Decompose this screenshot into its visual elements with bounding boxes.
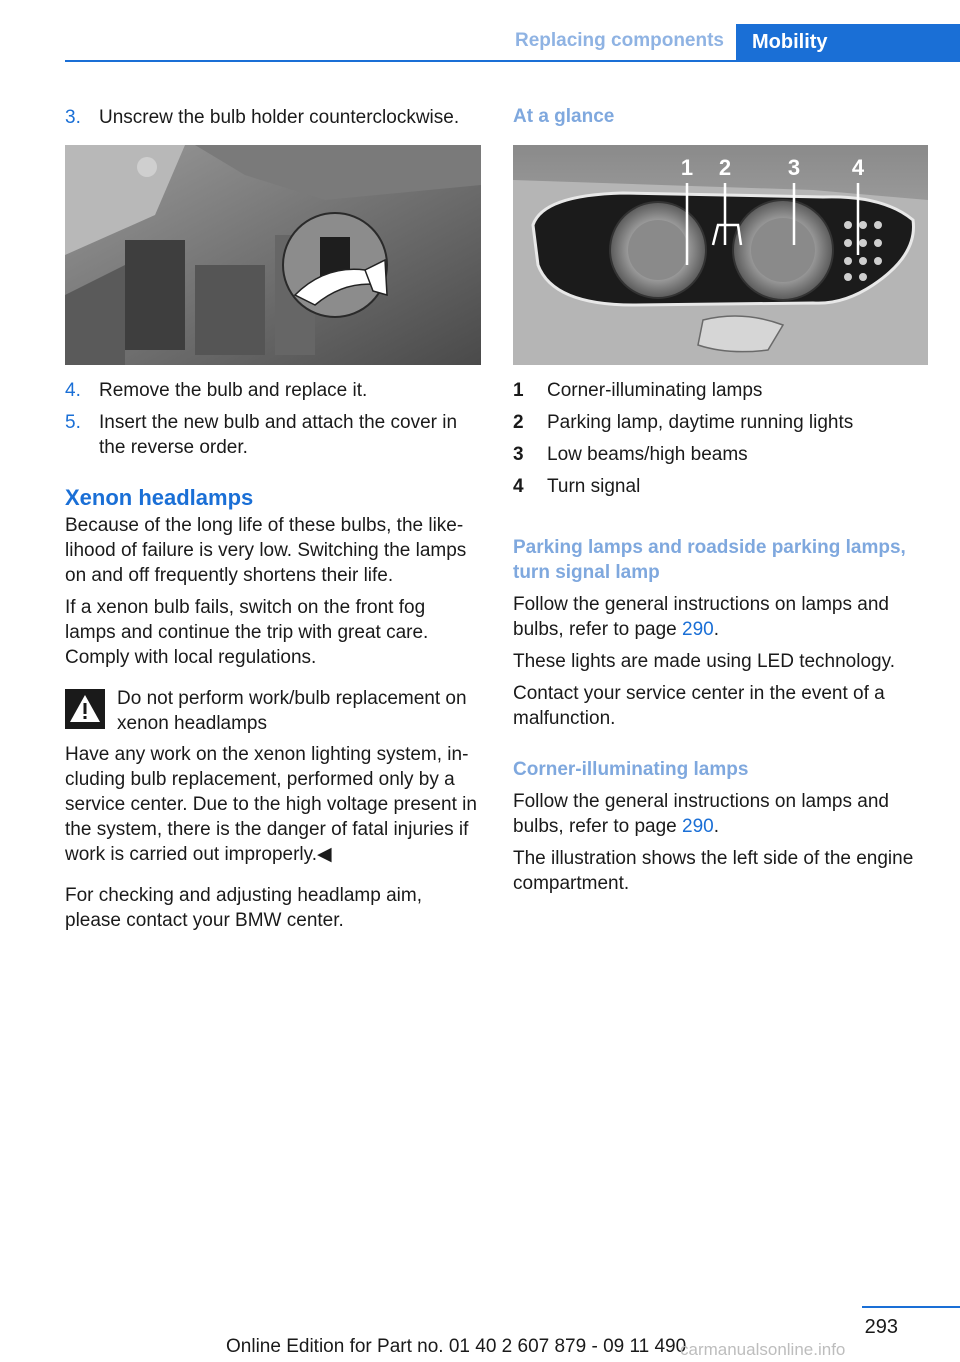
glance-heading: At a glance xyxy=(513,106,615,127)
headlamp-illustration xyxy=(513,145,928,365)
aim-note xyxy=(65,883,481,933)
legend-item xyxy=(513,442,929,467)
legend-item xyxy=(513,378,929,403)
corner-heading: Corner-illuminating lamps xyxy=(513,759,749,780)
warning-block xyxy=(65,686,481,867)
step-text: Insert the new bulb and attach the cover in the reverse order. xyxy=(99,412,458,458)
step-text: Remove the bulb and replace it. xyxy=(99,380,368,401)
parking-paragraph-1 xyxy=(513,592,929,642)
footer-rule xyxy=(862,1306,960,1308)
legend-text: Corner-illuminating lamps xyxy=(547,380,763,401)
legend-number: 4 xyxy=(513,476,524,497)
step-3 xyxy=(65,105,481,130)
xenon-section xyxy=(65,484,481,670)
callout-3: 3 xyxy=(787,155,801,180)
header-chapter-tab: Mobility xyxy=(736,24,960,62)
aim-paragraph: For checking and adjusting headlamp aim, please contact your BMW center. xyxy=(65,885,422,931)
callout-1: 1 xyxy=(680,155,694,180)
xenon-paragraph-1: Because of the long life of these bulbs, the like-lihood of failure is very low. Switching the lamps on and off frequently shortens their life. xyxy=(65,515,467,586)
parking-p1-end: . xyxy=(713,619,719,640)
legend-item xyxy=(513,474,929,499)
bulb-holder-photo xyxy=(65,145,481,365)
corner-paragraph-1 xyxy=(513,789,929,839)
header-section-title: Replacing components xyxy=(514,30,724,51)
parking-section xyxy=(513,535,929,731)
parking-paragraph-2: These lights are made using LED technology. xyxy=(513,651,895,672)
glance-heading-wrap xyxy=(513,104,929,129)
header-rule xyxy=(65,60,960,62)
xenon-paragraph-2: If a xenon bulb fails, switch on the front fog lamps and continue the trip with great care. Comply with local regulations. xyxy=(65,597,429,668)
corner-section xyxy=(513,757,929,896)
warning-title: Do not perform work/bulb replacement on xenon headlamps xyxy=(117,688,467,734)
step-number: 5. xyxy=(65,412,81,433)
step-number: 3. xyxy=(65,107,81,128)
legend-text: Parking lamp, daytime running lights xyxy=(547,412,854,433)
legend-list xyxy=(513,378,929,499)
callout-2: 2 xyxy=(718,155,732,180)
parking-paragraph-3: Contact your service center in the event of a malfunction. xyxy=(513,683,885,729)
corner-paragraph-2: The illustration shows the left side of the engine compartment. xyxy=(513,848,914,894)
corner-p1-text: Follow the general instructions on lamps and bulbs, refer to page xyxy=(513,791,889,837)
page-ref-link[interactable]: 290 xyxy=(682,816,714,837)
step-text: Unscrew the bulb holder counterclockwise. xyxy=(99,107,460,128)
warning-body: Have any work on the xenon lighting system, in-cluding bulb replacement, performed only by a service center. Due to the high voltage present in the system, there is the danger of fatal injuries if work is carried out improperly.◀ xyxy=(65,744,477,865)
steps-4-5 xyxy=(65,378,481,460)
corner-p1-end: . xyxy=(713,816,719,837)
xenon-heading: Xenon headlamps xyxy=(65,485,254,510)
page-ref-link[interactable]: 290 xyxy=(682,619,714,640)
legend-text: Turn signal xyxy=(547,476,641,497)
legend-text: Low beams/high beams xyxy=(547,444,748,465)
legend-number: 2 xyxy=(513,412,524,433)
legend-item xyxy=(513,410,929,435)
watermark: carmanualsonline.info xyxy=(680,1340,846,1359)
legend-number: 3 xyxy=(513,444,524,465)
callout-4: 4 xyxy=(851,155,865,180)
edition-line: Online Edition for Part no. 01 40 2 607 879 - 09 11 490 xyxy=(226,1336,687,1357)
parking-heading: Parking lamps and roadside parking lamps, turn signal lamp xyxy=(513,537,906,583)
legend-number: 1 xyxy=(513,380,524,401)
page-number: 293 xyxy=(864,1316,898,1338)
parking-p1-text: Follow the general instructions on lamps and bulbs, refer to page xyxy=(513,594,889,640)
step-number: 4. xyxy=(65,380,81,401)
